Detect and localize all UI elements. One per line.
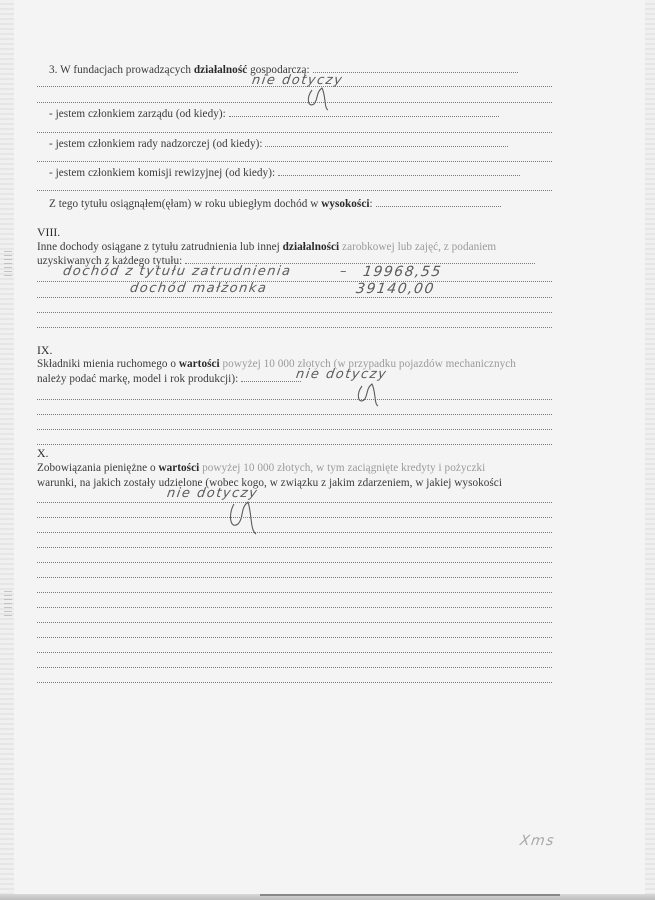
fill-line bbox=[37, 592, 552, 593]
section-10-handwritten: nie dotyczy bbox=[165, 486, 260, 501]
fill-line bbox=[37, 622, 552, 623]
section-9-heading: IX. bbox=[37, 343, 53, 357]
section-3-handwritten: nie dotyczy bbox=[250, 73, 345, 88]
fill-line bbox=[37, 312, 552, 313]
fill-line bbox=[37, 444, 552, 445]
section-9-text: Składniki mienia ruchomego o wartości powyżej 10 000 złotych (w przypadku pojazdów mechanicznych bbox=[37, 358, 516, 370]
fill-line bbox=[37, 502, 552, 503]
fill-line bbox=[37, 682, 552, 683]
scan-artifact bbox=[4, 250, 12, 276]
section-3-label: 3. W fundacjach prowadzących działalność gospodarczą: bbox=[49, 64, 518, 76]
section-10-text-2: warunki, na jakich zostały udzielone (wobec kogo, w związku z jakim zdarzeniem, w jakiej wysokości bbox=[37, 477, 502, 489]
signature-stroke bbox=[350, 382, 390, 412]
section-8-heading: VIII. bbox=[37, 225, 61, 239]
fill-line bbox=[37, 607, 552, 608]
section-10-heading: X. bbox=[37, 446, 49, 460]
fill-line bbox=[37, 399, 552, 400]
fill-line bbox=[229, 108, 499, 117]
fill-line bbox=[241, 373, 301, 382]
scan-edge-left bbox=[0, 0, 14, 900]
fill-line bbox=[185, 255, 535, 264]
fill-line bbox=[37, 637, 552, 638]
fill-line bbox=[37, 577, 552, 578]
board-member-field: - jestem członkiem zarządu (od kiedy): bbox=[49, 108, 499, 120]
fill-line bbox=[37, 327, 552, 328]
scan-bottom-mark bbox=[260, 894, 560, 896]
section-8-text-2: uzyskiwanych z każdego tytułu: bbox=[37, 255, 535, 267]
fill-line bbox=[278, 167, 520, 176]
fill-line bbox=[37, 547, 552, 548]
entry-1-dash: – bbox=[338, 264, 350, 279]
entry-2-value: 39140,00 bbox=[354, 281, 436, 297]
income-field: Z tego tytułu osiągnąłem(ęłam) w roku ubiegłym dochód w wysokości: bbox=[49, 198, 501, 210]
section-8-text: Inne dochody osiągane z tytułu zatrudnienia lub innej działalności zarobkowej lub zajęć, z podaniem bbox=[37, 241, 497, 253]
fill-line bbox=[37, 429, 552, 430]
section-10-text: Zobowiązania pieniężne o wartości powyżej 10 000 złotych, w tym zaciągnięte kredyty i pożyczki bbox=[37, 462, 486, 474]
audit-committee-field: - jestem członkiem komisji rewizyjnej (od kiedy): bbox=[49, 167, 520, 179]
entry-1-value: 19968,55 bbox=[361, 264, 443, 280]
fill-line bbox=[37, 532, 552, 533]
fill-line bbox=[37, 161, 552, 162]
fill-line bbox=[37, 297, 552, 298]
section-9-text-2: należy podać markę, model i rok produkcji): bbox=[37, 373, 301, 385]
entry-1-label: dochód z tytułu zatrudnienia bbox=[61, 264, 293, 279]
fill-line bbox=[265, 138, 508, 147]
fill-line bbox=[37, 517, 552, 518]
fill-line bbox=[37, 102, 552, 103]
fill-line bbox=[376, 198, 501, 207]
fill-line bbox=[37, 190, 552, 191]
section-9-handwritten: nie dotyczy bbox=[294, 367, 389, 382]
fill-line bbox=[313, 64, 518, 73]
signature-stroke bbox=[222, 500, 272, 540]
entry-2-label: dochód małżonka bbox=[128, 281, 269, 296]
fill-line bbox=[37, 281, 552, 282]
fill-line bbox=[37, 667, 552, 668]
fill-line bbox=[37, 132, 552, 133]
fill-line bbox=[37, 414, 552, 415]
scan-edge-right bbox=[645, 0, 655, 900]
fill-line bbox=[37, 562, 552, 563]
fill-line bbox=[37, 652, 552, 653]
page-initials: Xms bbox=[518, 833, 557, 849]
supervisory-board-field: - jestem członkiem rady nadzorczej (od kiedy): bbox=[49, 138, 508, 150]
scan-artifact bbox=[4, 590, 12, 616]
